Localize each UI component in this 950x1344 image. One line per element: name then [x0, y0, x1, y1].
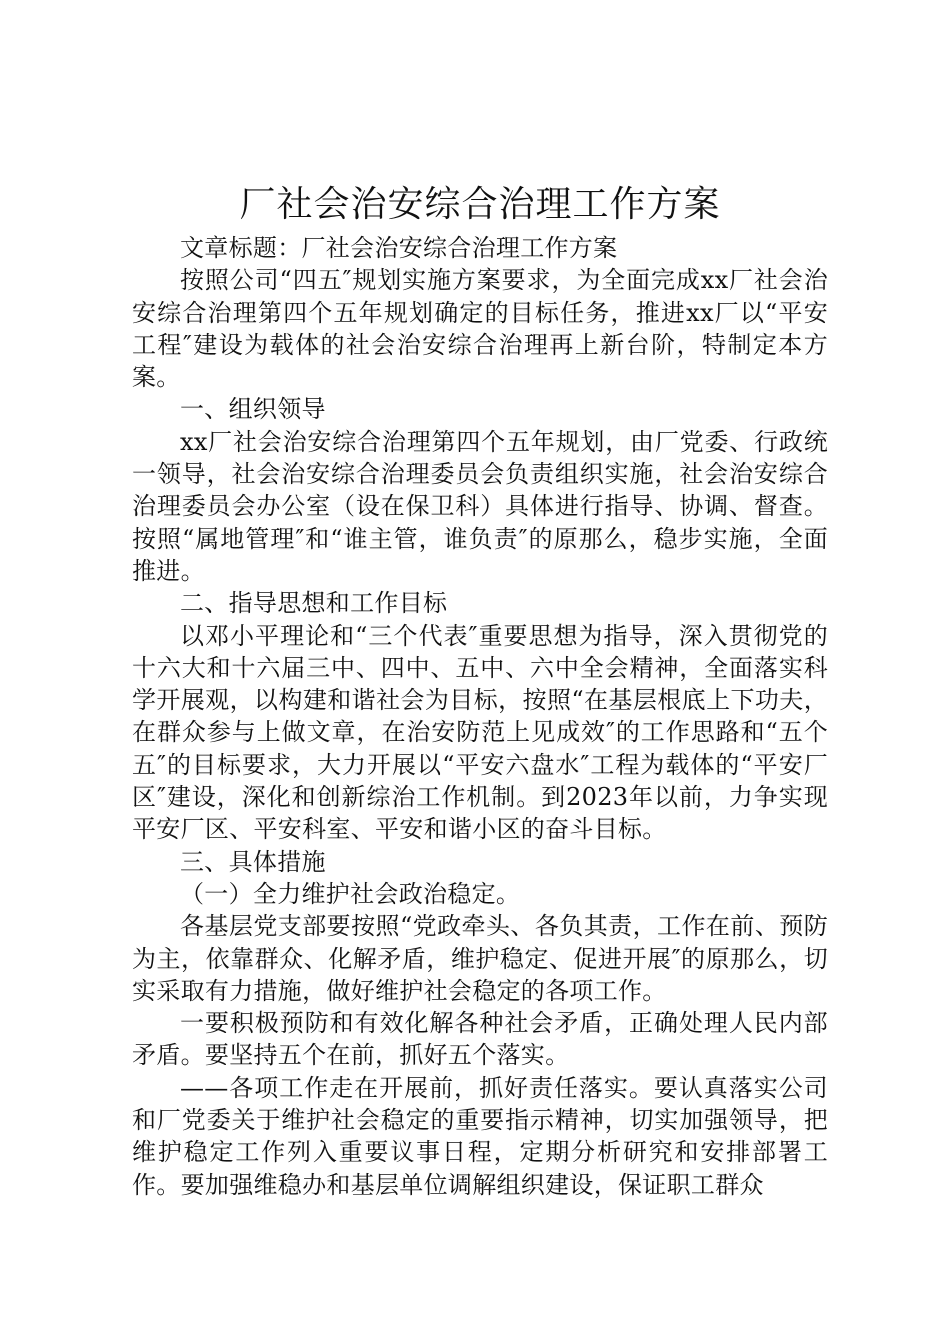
paragraph-stability: 各基层党支部要按照“党政牵头、各负其责，工作在前、预防为主，依靠群众、化解矛盾，维护稳定、促进开展″的原那么，切实采取有力措施，做好维护社会稳定的各项工作。	[132, 912, 828, 1005]
document-page	[132, 180, 828, 1201]
section-heading-organization: 一、组织领导	[180, 395, 326, 424]
paragraph-responsibility: ——各项工作走在开展前，抓好责任落实。要认真落实公司和厂党委关于维护社会稳定的重要指示精神，切实加强领导，把维护稳定工作列入重要议事日程，定期分析研究和安排部署工作。要加强维稳办和基层单位调解组织建设，保证职工群众	[132, 1073, 828, 1199]
paragraph-prevention: 一要积极预防和有效化解各种社会矛盾，正确处理人民内部矛盾。要坚持五个在前，抓好五个落实。	[132, 1009, 828, 1070]
document-title: 厂社会治安综合治理工作方案	[239, 184, 721, 225]
paragraph-intro: 按照公司“四五″规划实施方案要求，为全面完成xx厂社会治安综合治理第四个五年规划确定的目标任务，推进xx厂以“平安工程″建设为载体的社会治安综合治理再上新台阶，特制定本方案。	[132, 266, 828, 392]
section-heading-guiding-ideology: 二、指导思想和工作目标	[180, 589, 448, 618]
paragraph-organization: xx厂社会治安综合治理第四个五年规划，由厂党委、行政统一领导，社会治安综合治理委员会负责组织实施，社会治安综合治理委员会办公室（设在保卫科）具体进行指导、协调、督查。按照“属地管理″和“谁主管，谁负责″的原那么，稳步实施，全面推进。	[132, 427, 828, 585]
subsection-heading-stability: （一）全力维护社会政治稳定。	[180, 879, 521, 908]
paragraph-article-title: 文章标题：厂社会治安综合治理工作方案	[180, 234, 618, 262]
section-heading-measures: 三、具体措施	[180, 847, 326, 876]
paragraph-guiding-ideology: 以邓小平理论和“三个代表″重要思想为指导，深入贯彻党的十六大和十六届三中、四中、五中、六中全会精神，全面落实科学开展观，以构建和谐社会为目标，按照“在基层根底上下功夫，在群众参与上做文章，在治安防范上见成效″的工作思路和“五个五″的目标要求，大力开展以“平安六盘水″工程为载体的“平安厂区″建设，深化和创新综治工作机制。到2023年以前，力争实现平安厂区、平安科室、平安和谐小区的奋斗目标。	[132, 621, 828, 844]
